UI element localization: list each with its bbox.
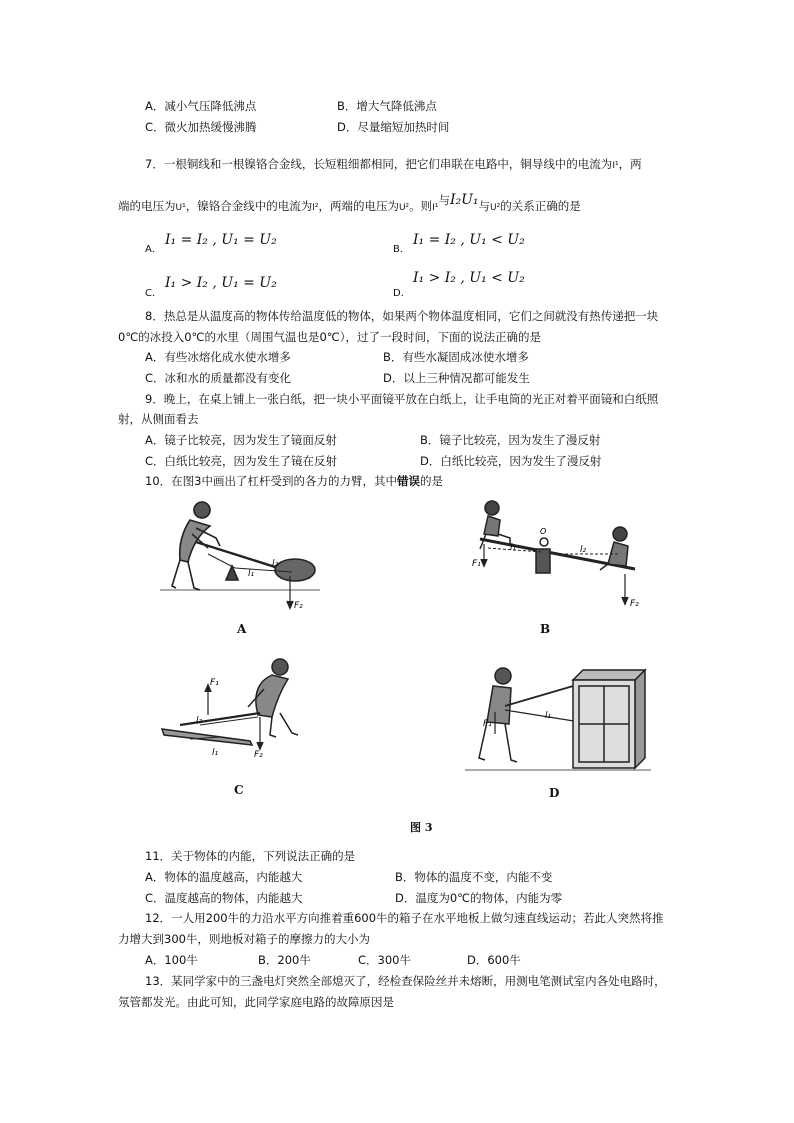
q9-stem-line1: 9．晚上，在桌上铺上一张白纸，把一块小平面镜平放在白纸上，让手电筒的光正对着平面镜和白纸照	[145, 392, 659, 406]
figure-b-seesaw	[470, 494, 650, 614]
q7-option-a: A．	[145, 244, 162, 255]
q7-option-d-formula: I₁ > I₂ , U₁ < U₂	[413, 270, 525, 286]
fig-b-label-o: O	[540, 527, 547, 536]
q9-stem-line2: 射，从侧面看去	[118, 412, 199, 426]
q12-option-d: D．600牛	[467, 953, 521, 967]
q13-stem-line1: 13．某同学家中的三盏电灯突然全部熄灭了，经检查保险丝并未熔断，用测电笔测试室内各处电路时，	[145, 974, 666, 988]
q11-option-d: D．温度为0℃的物体，内能为零	[395, 891, 563, 905]
figure-b-label: B	[540, 622, 551, 636]
figure-d-pulling-crate	[465, 662, 655, 784]
q7-option-c-formula: I₁ > I₂ , U₁ = U₂	[165, 275, 277, 291]
q7-option-d: D．	[393, 288, 411, 299]
fig-b-label-l2: l₂	[580, 545, 587, 555]
q7-option-a-formula: I₁ = I₂ , U₁ = U₂	[165, 232, 277, 248]
q8-option-c: C．冰和水的质量都没有变化	[145, 371, 292, 385]
q9-option-d: D．白纸比较亮，因为发生了漫反射	[420, 454, 602, 468]
q9-option-c: C．白纸比较亮，因为发生了镜在反射	[145, 454, 338, 468]
q8-stem-line1: 8．热总是从温度高的物体传给温度低的物体，如果两个物体温度相同，它们之间就没有热传递把一块	[145, 309, 659, 323]
fig-b-label-f1: F₁	[472, 559, 481, 569]
figure-a-label: A	[237, 622, 247, 636]
q12-option-b: B．200牛	[258, 953, 311, 967]
q13-stem-line2: 氖管都发光。由此可知，此同学家庭电路的故障原因是	[118, 995, 394, 1009]
q8-stem-line2: 0℃的冰投入0℃的水里（周围气温也是0℃），过了一段时间，下面的说法正确的是	[118, 330, 541, 344]
q6-option-c: C．微火加热缓慢沸腾	[145, 120, 257, 134]
q8-option-b: B．有些水凝固成冰使水增多	[383, 350, 529, 364]
q7-option-c: C．	[145, 288, 162, 299]
q9-option-a: A．镜子比较亮，因为发生了镜面反射	[145, 433, 337, 447]
figure-c-label: C	[234, 783, 244, 797]
q7-option-b-formula: I₁ = I₂ , U₁ < U₂	[413, 232, 525, 248]
figure-a-lever-stone	[160, 498, 325, 618]
q7-option-b: B．	[393, 244, 410, 255]
q8-option-a: A．有些冰熔化成水使水增多	[145, 350, 291, 364]
q11-option-b: B．物体的温度不变，内能不变	[395, 870, 553, 884]
q11-stem: 11．关于物体的内能，下列说法正确的是	[145, 849, 356, 863]
fig-c-label-f1: F₁	[210, 678, 219, 688]
q9-option-b: B．镜子比较亮，因为发生了漫反射	[420, 433, 601, 447]
fig-c-label-f2: F₂	[254, 750, 263, 760]
q6-option-b: B．增大气降低沸点	[337, 99, 437, 113]
q10-stem: 10．在图3中画出了杠杆受到的各力的力臂，其中错误的是	[145, 474, 443, 488]
fig-a-label-l1: l₁	[248, 569, 255, 579]
fig-d-label-f1: F₁	[483, 719, 492, 729]
fig-a-label-l2: l₂	[272, 559, 279, 569]
q11-option-c: C．温度越高的物体，内能越大	[145, 891, 303, 905]
fig-d-label-l1: l₁	[545, 711, 552, 721]
fig-a-label-f2: F₂	[294, 601, 303, 611]
fig-b-label-l1: l₁	[510, 543, 517, 553]
q6-option-a: A．减小气压降低沸点	[145, 99, 257, 113]
fig-c-label-l2: l₂	[196, 716, 203, 726]
figure-caption: 图 3	[410, 821, 433, 834]
q12-option-c: C．300牛	[358, 953, 411, 967]
q7-stem-line1: 7．一根铜线和一根镍铬合金线，长短粗细都相同，把它们串联在电路中，铜导线中的电流为I¹，两	[145, 157, 642, 171]
q8-option-d: D．以上三种情况都可能发生	[383, 371, 530, 385]
fig-c-label-l1: l₁	[212, 748, 219, 758]
q12-option-a: A．100牛	[145, 953, 198, 967]
figure-d-label: D	[549, 786, 560, 800]
q6-option-d: D．尽量缩短加热时间	[337, 120, 450, 134]
figure-c-lever-woman	[160, 655, 325, 775]
fig-b-label-f2: F₂	[630, 599, 639, 609]
q12-stem-line1: 12．一人用200牛的力沿水平方向推着重600牛的箱子在水平地板上做匀速直线运动；若此人突然将推	[145, 911, 664, 925]
q7-stem-line2: 端的电压为U¹，镍铬合金线中的电流为I²，两端的电压为U²。则I¹与I₂U₁与U²的关系正确的是	[118, 192, 581, 213]
q11-option-a: A．物体的温度越高，内能越大	[145, 870, 303, 884]
q12-stem-line2: 力增大到300牛，则地板对箱子的摩擦力的大小为	[118, 932, 370, 946]
